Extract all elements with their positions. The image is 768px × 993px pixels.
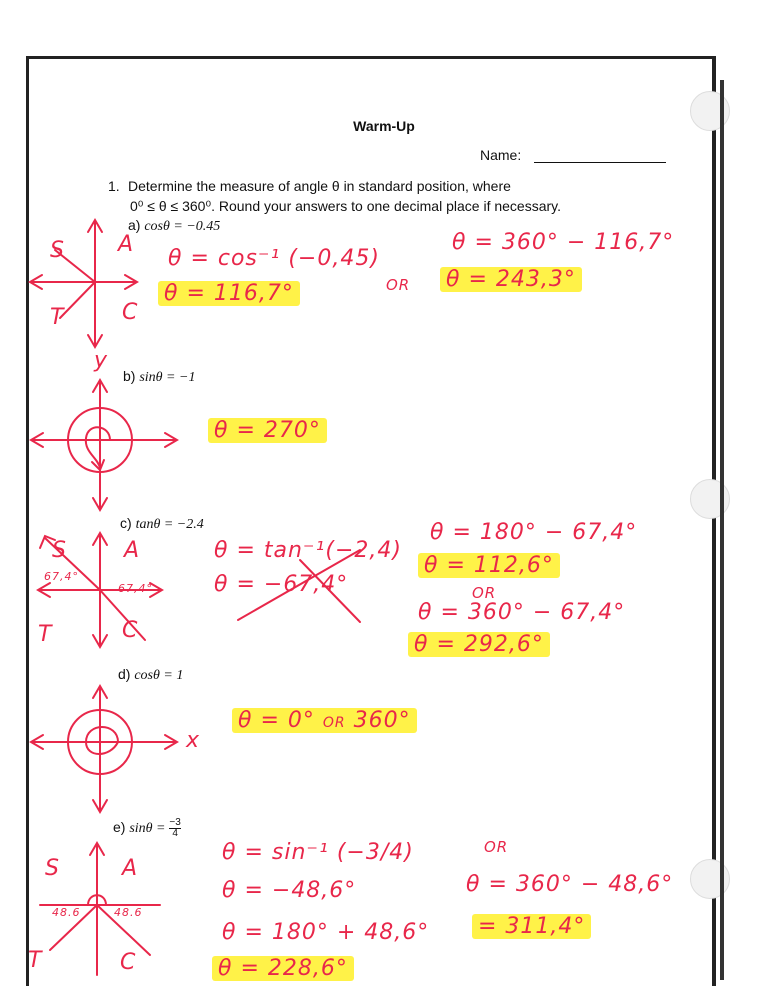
part-e-quadrant-c: C: [120, 950, 137, 975]
part-e-quadrant-s: S: [45, 856, 60, 881]
part-a-answer1: θ = 116,7°: [158, 281, 300, 306]
part-c-quadrant-a: A: [124, 538, 141, 563]
part-c-quadrant-t: T: [38, 622, 53, 647]
part-c-ref-left: 67,4°: [44, 570, 79, 583]
part-e-step2: θ = −48,6°: [222, 878, 357, 903]
part-c-quadrant-s: S: [52, 538, 67, 563]
part-d-x-label: x: [186, 728, 201, 753]
part-a-quadrant-c: C: [122, 300, 139, 325]
part-d-label: d) cosθ = 1: [118, 666, 184, 683]
part-b-y-label: y: [94, 348, 109, 373]
page-title: Warm-Up: [353, 118, 415, 134]
part-c-step1: θ = tan⁻¹(−2,4): [214, 538, 402, 563]
part-c-step4: θ = 360° − 67,4°: [418, 600, 626, 625]
part-e-step4: θ = 360° − 48,6°: [466, 872, 674, 897]
part-b-expression: sinθ = −1: [139, 370, 196, 385]
part-c-label: c) tanθ = −2.4: [120, 515, 204, 532]
part-e-step1: θ = sin⁻¹ (−3/4): [222, 840, 414, 865]
part-b-label: b) sinθ = −1: [123, 368, 196, 385]
part-a-expression: cosθ = −0.45: [144, 219, 221, 234]
part-e-quadrant-a: A: [122, 856, 139, 881]
part-e-answer2: = 311,4°: [472, 914, 591, 939]
part-c-ref-right: 67,4°: [118, 582, 153, 595]
part-c-expression: tanθ = −2.4: [135, 517, 204, 532]
part-c-step3: θ = 180° − 67,4°: [430, 520, 638, 545]
part-e-or: OR: [484, 838, 509, 856]
part-e-quadrant-t: T: [28, 948, 43, 973]
part-a-label: a) cosθ = −0.45: [128, 217, 221, 234]
question-prompt-line2: 0⁰ ≤ θ ≤ 360⁰. Round your answers to one decimal place if necessary.: [130, 198, 561, 214]
part-c-or: OR: [472, 584, 497, 602]
part-d-circle-diagram: [31, 686, 177, 812]
part-c-answer2: θ = 292,6°: [408, 632, 550, 657]
part-a-step2: θ = 360° − 116,7°: [452, 230, 675, 255]
part-b-circle-diagram: [31, 380, 177, 510]
part-c-answer1: θ = 112,6°: [418, 553, 560, 578]
part-a-quadrant-s: S: [50, 238, 65, 263]
part-e-label: e) sinθ = $\frac{-3}{4}$: [113, 817, 181, 839]
part-e-fraction: $\frac{-3}{4}$: [169, 817, 181, 839]
part-e-ref-right: 48.6: [114, 906, 143, 919]
part-d-answer: θ = 0° OR 360°: [232, 708, 417, 733]
part-b-answer: θ = 270°: [208, 418, 327, 443]
part-d-expression: cosθ = 1: [134, 668, 184, 683]
part-c-quadrant-c: C: [122, 618, 139, 643]
question-prompt-line1: Determine the measure of angle θ in standard position, where: [128, 178, 511, 194]
part-a-quadrant-t: T: [50, 305, 65, 330]
part-e-step3: θ = 180° + 48,6°: [222, 920, 430, 945]
part-a-step1: θ = cos⁻¹ (−0,45): [168, 246, 380, 271]
part-a-or: OR: [386, 276, 411, 294]
part-c-step2: θ = −67,4°: [214, 572, 349, 597]
part-a-answer2: θ = 243,3°: [440, 267, 582, 292]
part-e-ref-left: 48.6: [52, 906, 81, 919]
part-a-quadrant-a: A: [118, 232, 135, 257]
question-number: 1.: [108, 178, 120, 194]
name-label: Name:: [480, 147, 522, 163]
part-e-answer1: θ = 228,6°: [212, 956, 354, 981]
part-e-expression: sinθ =: [129, 821, 166, 837]
